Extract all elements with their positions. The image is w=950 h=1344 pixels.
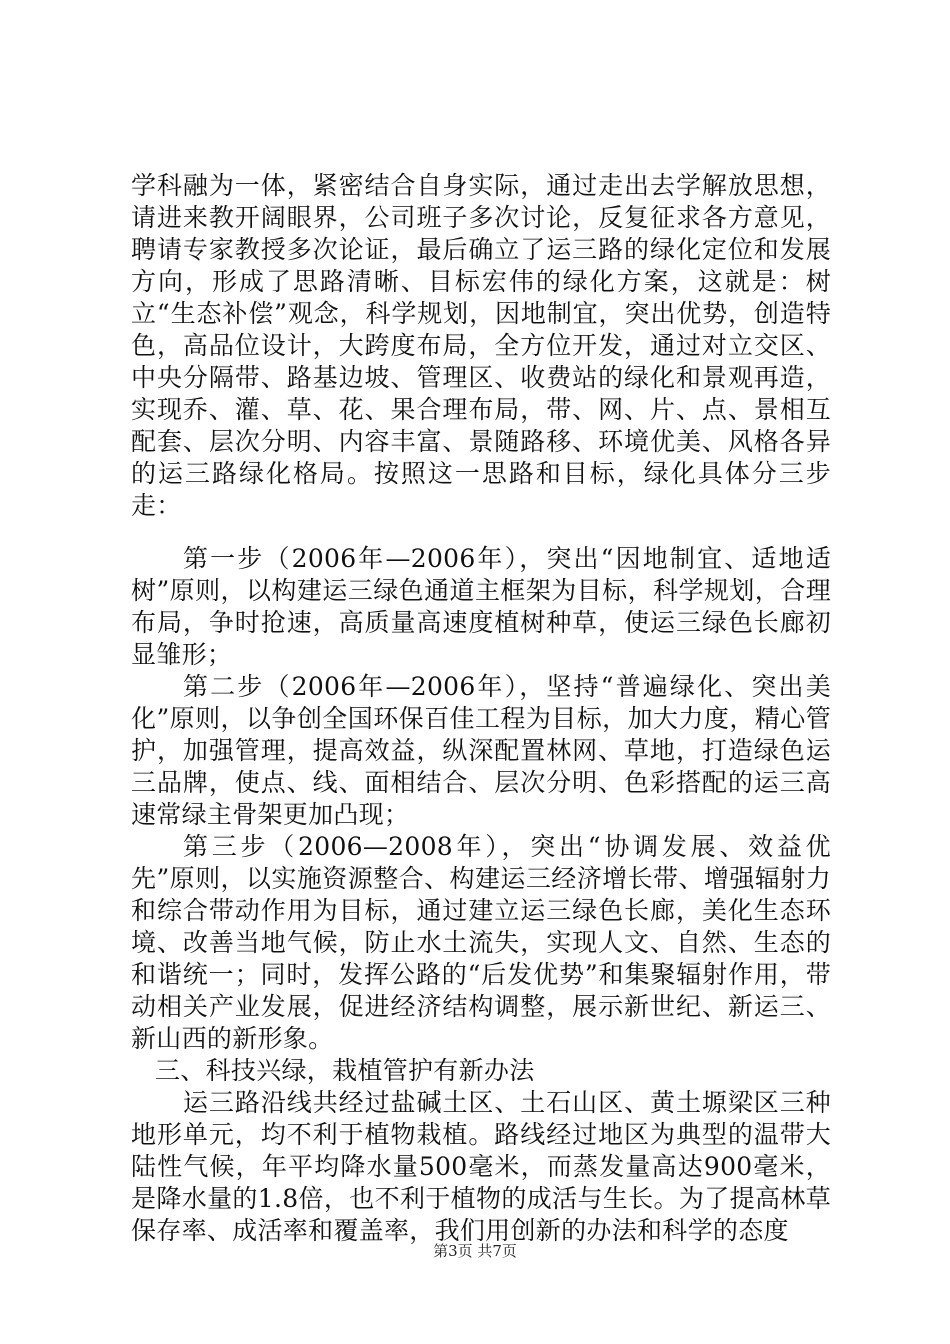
section-heading: 三、科技兴绿，栽植管护有新办法 xyxy=(155,1056,535,1085)
paragraph-continuation: 学科融为一体，紧密结合自身实际，通过走出去学解放思想，请进来教开阔眼界，公司班子多次讨论，反复征求各方意见，聘请专家教授多次论证，最后确立了运三路的绿化定位和发展方向，形成了思路清晰、目标宏伟的绿化方案，这就是：树立“生态补偿”观念，科学规划，因地制宜，突出优势，创造特色，高品位设计，大跨度布局，全方位开发，通过对立交区、中央分隔带、路基边坡、管理区、收费站的绿化和景观再造，实现乔、灌、草、花、果合理布局，带、网、片、点、景相互配套、层次分明、内容丰富、景随路移、环境优美、风格各异的运三路绿化格局。按照这一思路和目标，绿化具体分三步走： xyxy=(131,171,831,520)
document-body xyxy=(131,170,831,1247)
paragraph-step-one: 第一步（2006年—2006年），突出“因地制宜、适地适树”原则，以构建运三绿色通道主框架为目标，科学规划，合理布局，争时抢速，高质量高速度植树种草，使运三绿色长廊初显雏形； xyxy=(131,544,831,669)
page-footer: 第3页 共7页 xyxy=(433,1242,517,1260)
paragraph-section-three-body: 运三路沿线共经过盐碱土区、土石山区、黄土塬梁区三种地形单元，均不利于植物栽植。路线经过地区为典型的温带大陆性气候，年平均降水量500毫米，而蒸发量高达900毫米，是降水量的1.8倍，也不利于植物的成活与生长。为了提高林草保存率、成活率和覆盖率，我们用创新的办法和科学的态度 xyxy=(131,1088,831,1245)
paragraph-step-two: 第二步（2006年—2006年），坚持“普遍绿化、突出美化”原则，以争创全国环保百佳工程为目标，加大力度，精心管护，加强管理，提高效益，纵深配置林网、草地，打造绿色运三品牌，使点、线、面相结合、层次分明、色彩搭配的运三高速常绿主骨架更加凸现； xyxy=(131,672,831,829)
paragraph-step-three: 第三步（2006—2008年），突出“协调发展、效益优先”原则，以实施资源整合、构建运三经济增长带、增强辐射力和综合带动作用为目标，通过建立运三绿色长廊，美化生态环境、改善当地气候，防止水土流失，实现人文、自然、生态的和谐统一；同时，发挥公路的“后发优势”和集聚辐射作用，带动相关产业发展，促进经济结构调整，展示新世纪、新运三、新山西的新形象。 xyxy=(131,832,831,1053)
